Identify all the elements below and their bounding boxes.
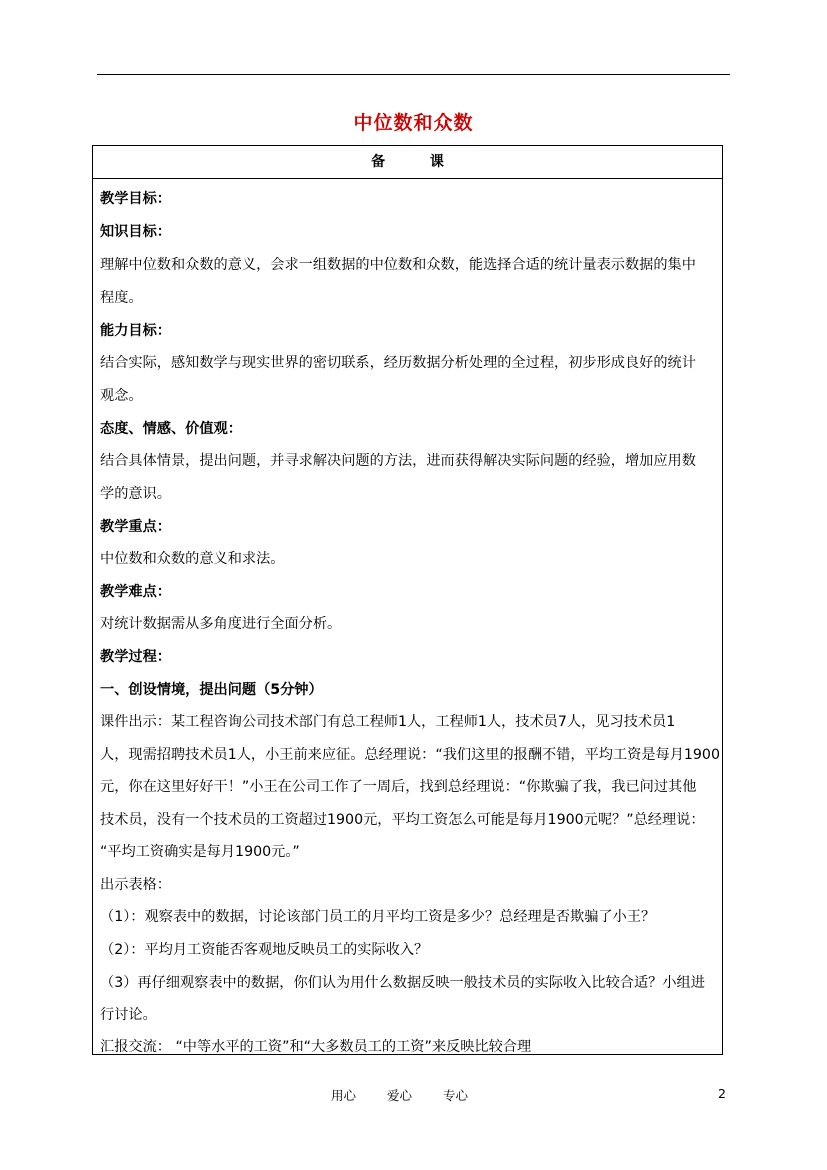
heading-difficulties: 教学难点： [100, 584, 171, 600]
text-line: 技术员，没有一个技术员的工资超过1900元，平均工资怎么可能是每月1900元呢？”总经理说： [100, 812, 705, 828]
text-line: 理解中位数和众数的意义，会求一组数据的中位数和众数，能选择合适的统计量表示数据的集中 [100, 257, 696, 273]
page-title: 中位数和众数 [353, 112, 474, 134]
text-line: （3）再仔细观察表中的数据，你们认为用什么数据反映一般技术员的实际收入比较合适？小组进 [100, 975, 705, 991]
heading-attitude: 态度、情感、价值观： [100, 421, 242, 437]
header-rule [97, 74, 730, 75]
text-line: 对统计数据需从多角度进行全面分析。 [100, 616, 342, 632]
text-line: 汇报交流： “中等水平的工资”和“大多数员工的工资”来反映比较合理 [100, 1039, 532, 1055]
text-line: 课件出示：某工程咨询公司技术部门有总工程师1人，工程师1人，技术员7人，见习技术员1 [100, 714, 676, 730]
text-line: 学的意识。 [100, 486, 171, 502]
text-line: 程度。 [100, 290, 143, 306]
text-line: （2）：平均月工资能否客观地反映员工的实际收入？ [100, 942, 429, 958]
text-line: 结合实际，感知数学与现实世界的密切联系，经历数据分析处理的全过程，初步形成良好的统计 [100, 355, 696, 371]
footer-item-2: 爱心 [387, 1088, 413, 1103]
text-line: 人，现需招聘技术员1人，小王前来应征。总经理说：“我们这里的报酬不错，平均工资是每月1900 [100, 747, 720, 763]
heading-ability-goals: 能力目标： [100, 323, 171, 339]
lesson-plan-box [92, 145, 723, 1055]
heading-process: 教学过程： [100, 649, 171, 665]
page-number: 2 [718, 1086, 726, 1101]
heading-section-1: 一、创设情境，提出问题（5分钟） [100, 682, 323, 698]
box-header: 备 课 [93, 146, 722, 179]
footer-item-3: 专心 [443, 1088, 469, 1103]
heading-key-points: 教学重点： [100, 519, 171, 535]
text-line: 行讨论。 [100, 1007, 157, 1023]
text-line: 出示表格： [100, 877, 171, 893]
footer-item-1: 用心 [331, 1088, 357, 1103]
heading-teaching-goals: 教学目标： [100, 191, 171, 207]
text-line: 元，你在这里好好干！”小王在公司工作了一周后，找到总经理说：“你欺骗了我，我已问过其他 [100, 779, 697, 795]
text-line: 观念。 [100, 388, 143, 404]
text-line: 结合具体情景，提出问题，并寻求解决问题的方法，进而获得解决实际问题的经验，增加应用数 [100, 453, 696, 469]
text-line: （1）：观察表中的数据，讨论该部门员工的月平均工资是多少？总经理是否欺骗了小王？ [100, 909, 656, 925]
heading-knowledge-goals: 知识目标： [100, 224, 171, 240]
text-line: “平均工资确实是每月1900元。” [100, 844, 300, 860]
text-line: 中位数和众数的意义和求法。 [100, 551, 285, 567]
